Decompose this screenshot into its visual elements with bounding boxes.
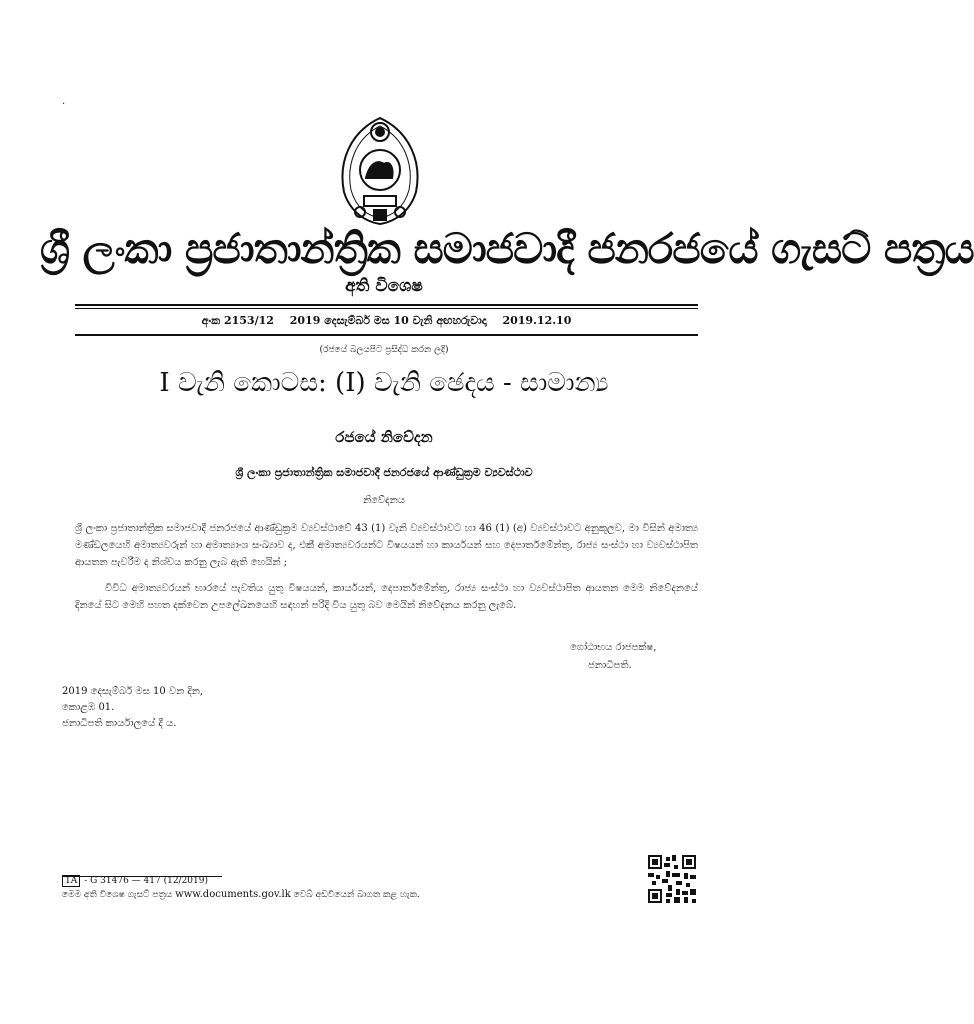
- place-date-line-3: ජනාධිපති කාර්යාලයේ දී ය.: [62, 718, 177, 729]
- issue-line: [75, 314, 698, 328]
- issue-rule: [75, 334, 698, 336]
- download-note-after: වෙබ් අඩවියෙන් බාගත කළ හැක.: [293, 890, 420, 900]
- print-code: [62, 876, 208, 886]
- documents-link[interactable]: www.documents.gov.lk: [175, 889, 291, 900]
- signatory-title: ජනාධිපති.: [588, 660, 632, 671]
- notice-paragraph-1: ශ්‍රී ලංකා ප්‍රජාතාන්ත්‍රික සමාජවාදී ජනරජයේ ආණ්ඩුක්‍රම ව්‍යවස්ථාවේ 43 (1) වැනි ව්‍යවස්ථාවට හා 46 (1) (අ) ව්‍යවස්ථාවට අනුකූලව, මා විසින් අමාත්‍ය මණ්ඩලයෙහි අමාත්‍යවරුන් හා අමාත්‍යාංශ සංඛ්‍යාව ද, එකී අමාත්‍යවරයන්ට විෂයයන් හා කාර්යයන් සහ දෙපාර්තමේන්තු, රාජ්‍ය සංස්ථා හා ව්‍යවස්ථාපිත ආයතන පැවරීම ද නිශ්චය කරනු ලැබ ඇති හෙයින් ;: [75, 523, 698, 568]
- notice-label: නිවේදනය: [363, 495, 405, 506]
- qr-code-icon: [648, 855, 696, 903]
- signatory-name: ගෝඨාභය රාජපක්ෂ,: [570, 642, 657, 653]
- download-note-before: මෙම අති විශෙෂ ගැසට් පත්‍රය: [62, 890, 173, 900]
- top-rule-thin: [75, 308, 698, 309]
- issue-date-numeric: 2019.12.10: [502, 314, 572, 327]
- place-date-line-1: 2019 දෙසැම්බර් මස 10 වන දින,: [62, 686, 204, 697]
- gazette-masthead: ශ්‍රී ලංකා ප්‍රජාතාන්ත්‍රික සමාජවාදී ජනරජයේ ගැසට් පත්‍රය: [40, 224, 974, 273]
- print-code-rest: - G 31476 — 417 (12/2019): [84, 876, 208, 886]
- published-by-authority: (රජයේ බලයපිට ප්‍රසිද්ධ කරන ලදි): [319, 345, 449, 355]
- issue-number: අංක 2153/12: [201, 314, 274, 327]
- print-code-box: 1A: [62, 875, 80, 887]
- part-heading: I වැනි කොටස: (I) වැනි ඡෙදය - සාමාන්‍ය: [159, 368, 609, 398]
- notice-title: රජයේ නිවේදන: [335, 428, 433, 446]
- issue-date-text: 2019 දෙසැම්බර් මස 10 වැනි අඟහරුවාදා: [289, 314, 487, 327]
- download-note: [62, 889, 420, 900]
- top-rule: [75, 304, 698, 306]
- extraordinary-label: අති විශෙෂ: [345, 276, 423, 296]
- constitution-heading: ශ්‍රී ලංකා ප්‍රජාතාන්ත්‍රික සමාජවාදී ජනරජයේ ආණ්ඩුක්‍රම ව්‍යවස්ථාව: [235, 466, 533, 479]
- place-date-line-2: කොළඹ 01.: [62, 702, 115, 713]
- corner-mark: .: [62, 96, 66, 107]
- notice-paragraph-2: විවිධ අමාත්‍යවරයන් භාරයේ පැවතිය යුතු විෂයයන්, කාර්යයන්, දෙපාර්තමේන්තු, රාජ්‍ය සංස්ථා හා ව්‍යවස්ථාපිත ආයතන මෙම නිවේදනයේ දිනයේ සිට මෙහි පහත දක්වෙන උපලේඛනයෙහි සඳහන් පරිදි විය යුතු බව මෙයින් නිවේදනය කරනු ලැබේ.: [75, 583, 698, 611]
- sri-lanka-emblem-icon: [330, 112, 430, 230]
